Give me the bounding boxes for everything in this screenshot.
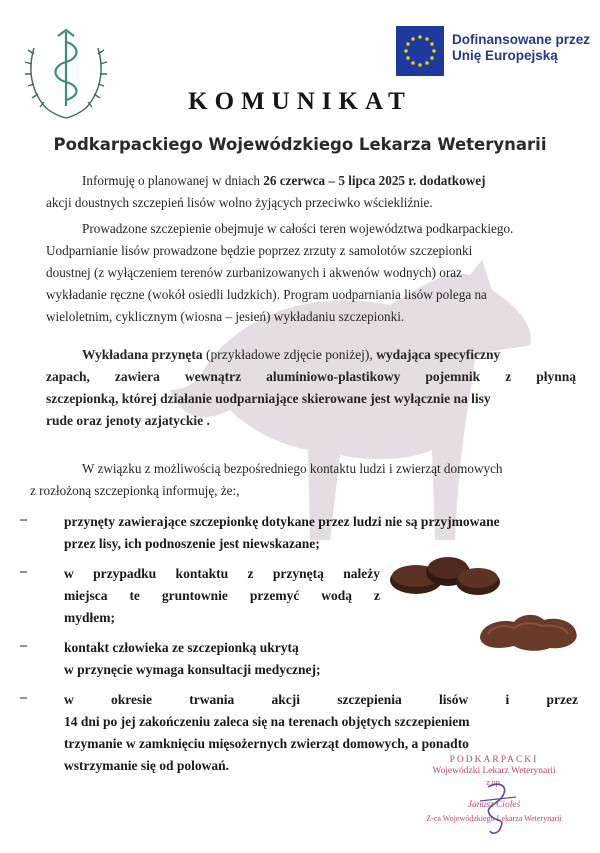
bullet-2-line-1: w przypadku kontaktu z przynętą należy (64, 566, 380, 581)
intro-dates: 26 czerwca – 5 lipca 2025 r. dodatkowej (263, 173, 486, 188)
stamp-line-4: Z-ca Wojewódzkiego Lekarza Weterynarii (426, 814, 562, 823)
bullet-3-line-1: kontakt człowieka ze szczepionką ukrytą (64, 640, 299, 655)
page-title: KOMUNIKAT (188, 88, 412, 115)
paragraph-line: Prowadzone szczepienie obejmuje w całości teren województwa podkarpackiego. (82, 221, 514, 236)
page-subtitle: Podkarpackiego Wojewódzkiego Lekarza Weterynarii (53, 135, 547, 154)
paragraph-line: doustnej (z wyłączeniem terenów zurbanizowanych i akwenów wodnych) oraz (46, 265, 462, 280)
bullet-2-line-2: miejsca te gruntownie przemyć wodą z (64, 588, 380, 603)
bait-line-4: rude oraz jenoty azjatyckie . (46, 413, 210, 428)
stamp-line-1: PODKARPACKI (449, 755, 539, 765)
paragraph-contact-warning (30, 458, 576, 502)
bullet-3-line-2: w przynęcie wymaga konsultacji medycznej; (64, 662, 321, 677)
eu-flag-icon (396, 26, 444, 76)
bullet-item-3 (64, 637, 394, 681)
bait-smell: wydająca specyficzny (376, 347, 501, 362)
eu-funding-logo (396, 26, 591, 80)
signature (440, 777, 560, 837)
bullet-4-line-4: wstrzymanie się od polowań. (64, 758, 229, 773)
stamp-name: Janusz Cioleś (467, 800, 521, 810)
paragraph-line: wieloletnim, cyklicznym (wiosna – jesień) wykładaniu szczepionki. (46, 309, 405, 324)
paragraph-line: wykładanie ręczne (wokół osiedli ludzkich). Program uodparniania lisów polega na (46, 287, 487, 302)
bullet-dash: – (20, 690, 27, 705)
bait-label: Wykładana przynęta (82, 347, 203, 362)
bullet-2-line-3: mydłem; (64, 610, 115, 625)
eu-line-1: Dofinansowane przez (452, 32, 591, 47)
paragraph-bait (46, 344, 576, 432)
intro-text-2: akcji doustnych szczepień lisów wolno żyjących przeciwko wściekliźnie. (46, 195, 433, 210)
contact-line-2: z rozłożoną szczepionką informuję, że:, (30, 483, 240, 498)
bait-photo-2 (470, 604, 586, 652)
bullet-dash: – (20, 564, 27, 579)
stamp-line-3: z up. (486, 778, 502, 787)
paragraph-line: Uodparnianie lisów prowadzone będzie poprzez zrzuty z samolotów szczepionki (46, 243, 473, 258)
bait-line-2: zapach, zawiera wewnątrz aluminiowo-plastikowy pojemnik z płynną (46, 369, 576, 384)
eu-funding-text (452, 32, 590, 64)
bullet-4-line-3: trzymanie w zamknięciu mięsożernych zwierząt domowych, a ponadto (64, 736, 469, 751)
bullet-1-line-1: przynęty zawierające szczepionkę dotykane przez ludzi nie są przyjmowane (64, 514, 500, 529)
stamp-line-2: Wojewódzki Lekarz Weterynarii (432, 766, 556, 776)
eu-line-2: Unię Europejską (452, 48, 558, 63)
intro-text: Informuję o planowanej w dniach (82, 173, 264, 188)
intro-paragraph (46, 170, 576, 214)
bullet-dash: – (20, 638, 27, 653)
bait-photo-1 (386, 548, 506, 602)
bullet-4-line-1: w okresie trwania akcji szczepienia lisów i przez (64, 692, 578, 707)
bullet-dash: – (20, 512, 27, 527)
contact-line-1: W związku z możliwością bezpośredniego kontaktu ludzi i zwierząt domowych (82, 461, 503, 476)
paragraph-vaccination-scope (46, 218, 576, 328)
bullet-4-line-2: 14 dni po jej zakończeniu zaleca się na terenach objętych szczepieniem (64, 714, 470, 729)
bait-note: (przykładowe zdjęcie poniżej), (202, 347, 377, 362)
bullet-1-line-2: przez lisy, ich podnoszenie jest niewskazane; (64, 536, 320, 551)
bait-line-3: szczepionką, której działanie uodparniające skierowane jest wyłącznie na lisy (46, 391, 491, 406)
bullet-item-2 (64, 563, 380, 629)
